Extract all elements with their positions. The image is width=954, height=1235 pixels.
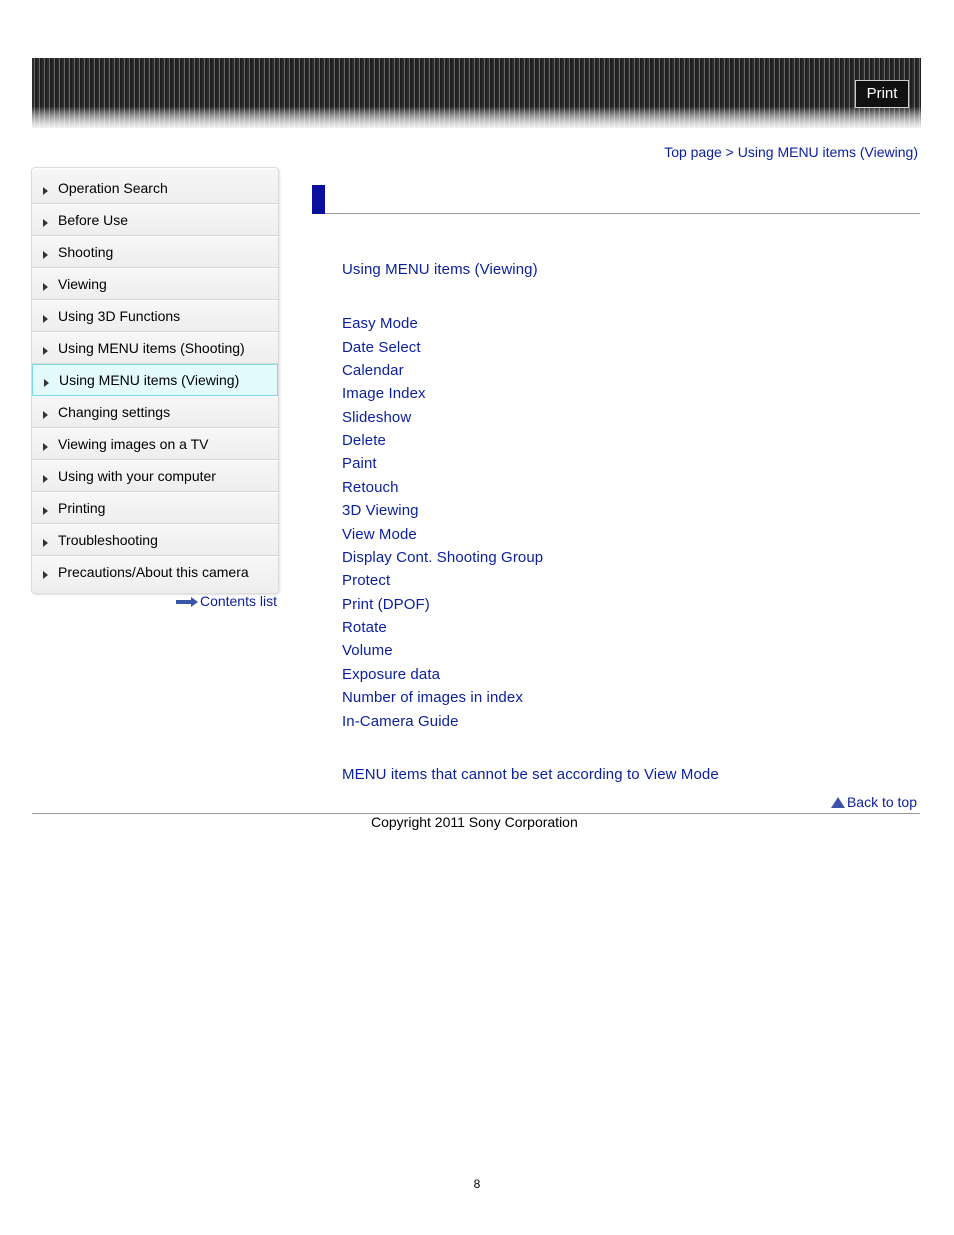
- menu-link-number-of-images-in-index[interactable]: Number of images in index: [342, 689, 523, 706]
- menu-link-protect[interactable]: Protect: [342, 572, 391, 589]
- arrow-right-icon: [43, 539, 48, 547]
- arrow-right-icon: [43, 443, 48, 451]
- back-to-top-link[interactable]: [831, 794, 917, 810]
- menu-link-print-dpof[interactable]: Print (DPOF): [342, 596, 430, 613]
- header-banner: [32, 58, 921, 128]
- arrow-right-icon: [43, 507, 48, 515]
- arrow-right-icon: [43, 219, 48, 227]
- sidebar-item-changing-settings[interactable]: [32, 396, 278, 428]
- arrow-right-icon: [176, 597, 198, 607]
- sidebar-item-shooting[interactable]: [32, 236, 278, 268]
- menu-link-delete[interactable]: Delete: [342, 432, 386, 449]
- contents-list-link[interactable]: [176, 593, 277, 609]
- triangle-up-icon: [831, 797, 845, 808]
- title-divider: [325, 213, 920, 214]
- sidebar-item-label: Using with your computer: [58, 468, 216, 484]
- sidebar-item-using-3d-functions[interactable]: [32, 300, 278, 332]
- breadcrumb-separator: >: [721, 144, 738, 160]
- sidebar-item-label: Viewing images on a TV: [58, 436, 209, 452]
- sidebar-item-printing[interactable]: [32, 492, 278, 524]
- arrow-right-icon: [43, 411, 48, 419]
- page-number: 8: [473, 1177, 481, 1191]
- arrow-right-icon: [43, 571, 48, 579]
- arrow-right-icon: [43, 475, 48, 483]
- menu-link-slideshow[interactable]: Slideshow: [342, 409, 412, 426]
- sidebar-item-label: Printing: [58, 500, 106, 516]
- arrow-right-icon: [43, 283, 48, 291]
- sidebar-item-label: Before Use: [58, 212, 129, 228]
- sidebar-item-operation-search[interactable]: [32, 168, 278, 204]
- sidebar-item-menu-viewing[interactable]: [32, 364, 278, 396]
- menu-link-date-select[interactable]: Date Select: [342, 339, 421, 356]
- arrow-right-icon: [43, 347, 48, 355]
- menu-link-easy-mode[interactable]: Easy Mode: [342, 315, 418, 332]
- sidebar-item-menu-shooting[interactable]: [32, 332, 278, 364]
- sidebar-item-viewing-on-tv[interactable]: [32, 428, 278, 460]
- print-button[interactable]: Print: [855, 80, 909, 108]
- back-to-top-label: Back to top: [846, 794, 917, 810]
- sidebar-item-using-with-computer[interactable]: [32, 460, 278, 492]
- sidebar-item-precautions[interactable]: [32, 556, 278, 593]
- menu-link-image-index[interactable]: Image Index: [342, 385, 426, 402]
- sidebar-nav: [31, 167, 279, 594]
- sidebar-item-before-use[interactable]: [32, 204, 278, 236]
- sidebar-item-viewing[interactable]: [32, 268, 278, 300]
- menu-link-paint[interactable]: Paint: [342, 455, 377, 472]
- copyright-text: Copyright 2011 Sony Corporation: [371, 814, 578, 830]
- sidebar-item-label: Using MENU items (Viewing): [59, 372, 240, 388]
- menu-link-view-mode[interactable]: View Mode: [342, 526, 417, 543]
- sidebar-item-label: Viewing: [58, 276, 107, 292]
- menu-link-rotate[interactable]: Rotate: [342, 619, 387, 636]
- sidebar-item-label: Using MENU items (Shooting): [58, 340, 245, 356]
- title-marker: [312, 185, 325, 214]
- sidebar-item-label: Changing settings: [58, 404, 171, 420]
- arrow-right-icon: [44, 379, 49, 387]
- section-link[interactable]: Using MENU items (Viewing): [342, 261, 538, 278]
- sidebar-item-label: Operation Search: [58, 180, 168, 196]
- sidebar-item-label: Troubleshooting: [58, 532, 158, 548]
- sidebar-item-label: Using 3D Functions: [58, 308, 181, 324]
- menu-items-cannot-be-set-link[interactable]: MENU items that cannot be set according to View Mode: [342, 766, 719, 783]
- arrow-right-icon: [43, 315, 48, 323]
- menu-link-calendar[interactable]: Calendar: [342, 362, 404, 379]
- menu-link-retouch[interactable]: Retouch: [342, 479, 399, 496]
- menu-link-exposure-data[interactable]: Exposure data: [342, 666, 441, 683]
- menu-link-display-cont-shooting-group[interactable]: Display Cont. Shooting Group: [342, 549, 544, 566]
- breadcrumb-current-link[interactable]: Using MENU items (Viewing): [737, 144, 918, 160]
- breadcrumb: [664, 144, 918, 160]
- arrow-right-icon: [43, 251, 48, 259]
- menu-link-in-camera-guide[interactable]: In-Camera Guide: [342, 713, 459, 730]
- menu-link-3d-viewing[interactable]: 3D Viewing: [342, 502, 419, 519]
- breadcrumb-top-page-link[interactable]: Top page: [664, 144, 722, 160]
- arrow-right-icon: [43, 187, 48, 195]
- sidebar-item-troubleshooting[interactable]: [32, 524, 278, 556]
- sidebar-item-label: Precautions/About this camera: [58, 564, 249, 580]
- contents-list-label: Contents list: [199, 593, 277, 609]
- sidebar-item-label: Shooting: [58, 244, 114, 260]
- menu-link-volume[interactable]: Volume: [342, 642, 393, 659]
